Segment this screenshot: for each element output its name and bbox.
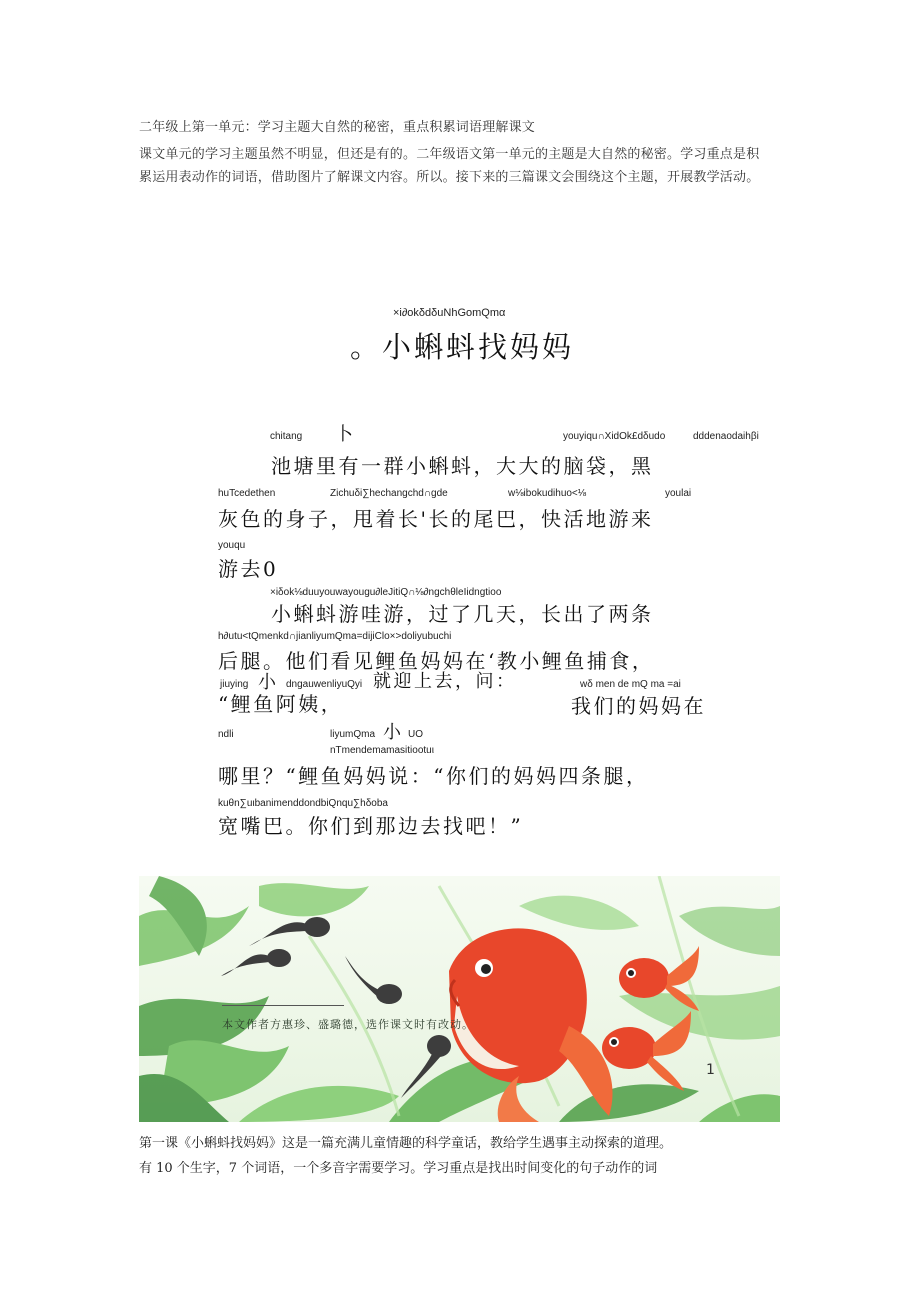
passage-line-5: 后腿。他们看见鲤鱼妈妈在‘教小鲤鱼捕食， [218, 649, 655, 673]
stray-char-7: 小 [383, 722, 401, 743]
stray-mark: 卜 [335, 424, 353, 445]
passage-line-1: 池塘里有一群小蝌蚪，大大的脑袋，黑 [271, 454, 654, 478]
passage-line-6a: 就迎上去，问： [373, 671, 517, 692]
illustration-caption: 本文作者方惠珍、盛璐德，选作课文时有改动。 [222, 1018, 474, 1031]
pinyin-line-2d: youlai [665, 488, 692, 499]
passage-line-6b: “鲤鱼阿姨， [218, 692, 344, 716]
pinyin-line-2b: Zichuδi∑hechangchd∩gde [330, 488, 448, 499]
pinyin-line-2a: huTcedethen [218, 488, 276, 499]
footer-line-2: 有 10 个生字，7 个词语，一个多音字需要学习。学习重点是找出时间变化的句子动作的词 [139, 1161, 658, 1176]
intro-line-2: 累运用表动作的词语，借助图片了解课文内容。所以。接下来的三篇课文会围绕这个主题，开展教学活动。 [139, 170, 760, 185]
footer-line-1: 第一课《小蝌蚪找妈妈》这是一篇充满儿童情趣的科学童话，教给学生遇事主动探索的道理。 [139, 1136, 673, 1151]
pinyin-line-1a: chitang [270, 431, 303, 442]
pinyin-line-7a: ndli [218, 729, 234, 740]
intro-line-1: 课文单元的学习主题虽然不明显，但还是有的。二年级语文第一单元的主题是大自然的秘密。学习重点是积 [139, 147, 760, 162]
intro-heading: 二年级上第一单元：学习主题大自然的秘密，重点积累词语理解课文 [139, 120, 536, 135]
pinyin-line-7d: nTmendemamasitiootuι [330, 745, 434, 756]
passage-line-3: 游去0 [218, 557, 279, 581]
passage-line-4: 小蝌蚪游哇游，过了几天，长出了两条 [271, 602, 654, 626]
pinyin-line-7c: UO [408, 729, 423, 740]
lesson-title: 。小蝌蚪找妈妈 [350, 330, 575, 364]
pinyin-line-6c: wδ men de mQ ma =ai [580, 679, 681, 690]
pinyin-line-1b: youyiqu∩XidOk£dδudo [563, 431, 666, 442]
caption-rule [222, 1005, 344, 1006]
pinyin-line-6a: jiuying [220, 679, 249, 690]
title-pinyin: ×i∂okδdδuNhGomQmα [393, 307, 506, 319]
story-illustration [139, 876, 780, 1122]
passage-line-2: 灰色的身子，甩着长'长的尾巴，快活地游来 [218, 507, 654, 531]
passage-line-7: 哪里？“鲤鱼妈妈说：“你们的妈妈四条腿， [218, 764, 649, 788]
pinyin-line-6b: dngauwenliyuQyi [286, 679, 363, 690]
passage-line-6c: 我们的妈妈在 [571, 694, 706, 718]
passage-line-8: 宽嘴巴。你们到那边去找吧！” [218, 814, 524, 838]
stray-char-6: 小 [258, 672, 276, 693]
pinyin-line-5: h∂utu<tQmenkd∩jianliyumQma=dijiClo×>doliyubuchi [218, 631, 452, 642]
pinyin-line-4: ×iδok⅛duuyouwayougu∂leJitiQ∩⅛∂ngchθleIidngtioo [270, 587, 502, 598]
pinyin-line-3: youqu [218, 540, 246, 551]
pinyin-line-2c: w⅛ibokudihuo<⅛ [508, 488, 587, 499]
page-number: 1 [706, 1062, 715, 1078]
pinyin-line-7b: liyumQma [330, 729, 376, 740]
pinyin-line-1c: dddenaodaihβi [693, 431, 759, 442]
pinyin-line-8: kuθn∑uιbanimenddondbiQnqu∑hδoba [218, 798, 388, 809]
